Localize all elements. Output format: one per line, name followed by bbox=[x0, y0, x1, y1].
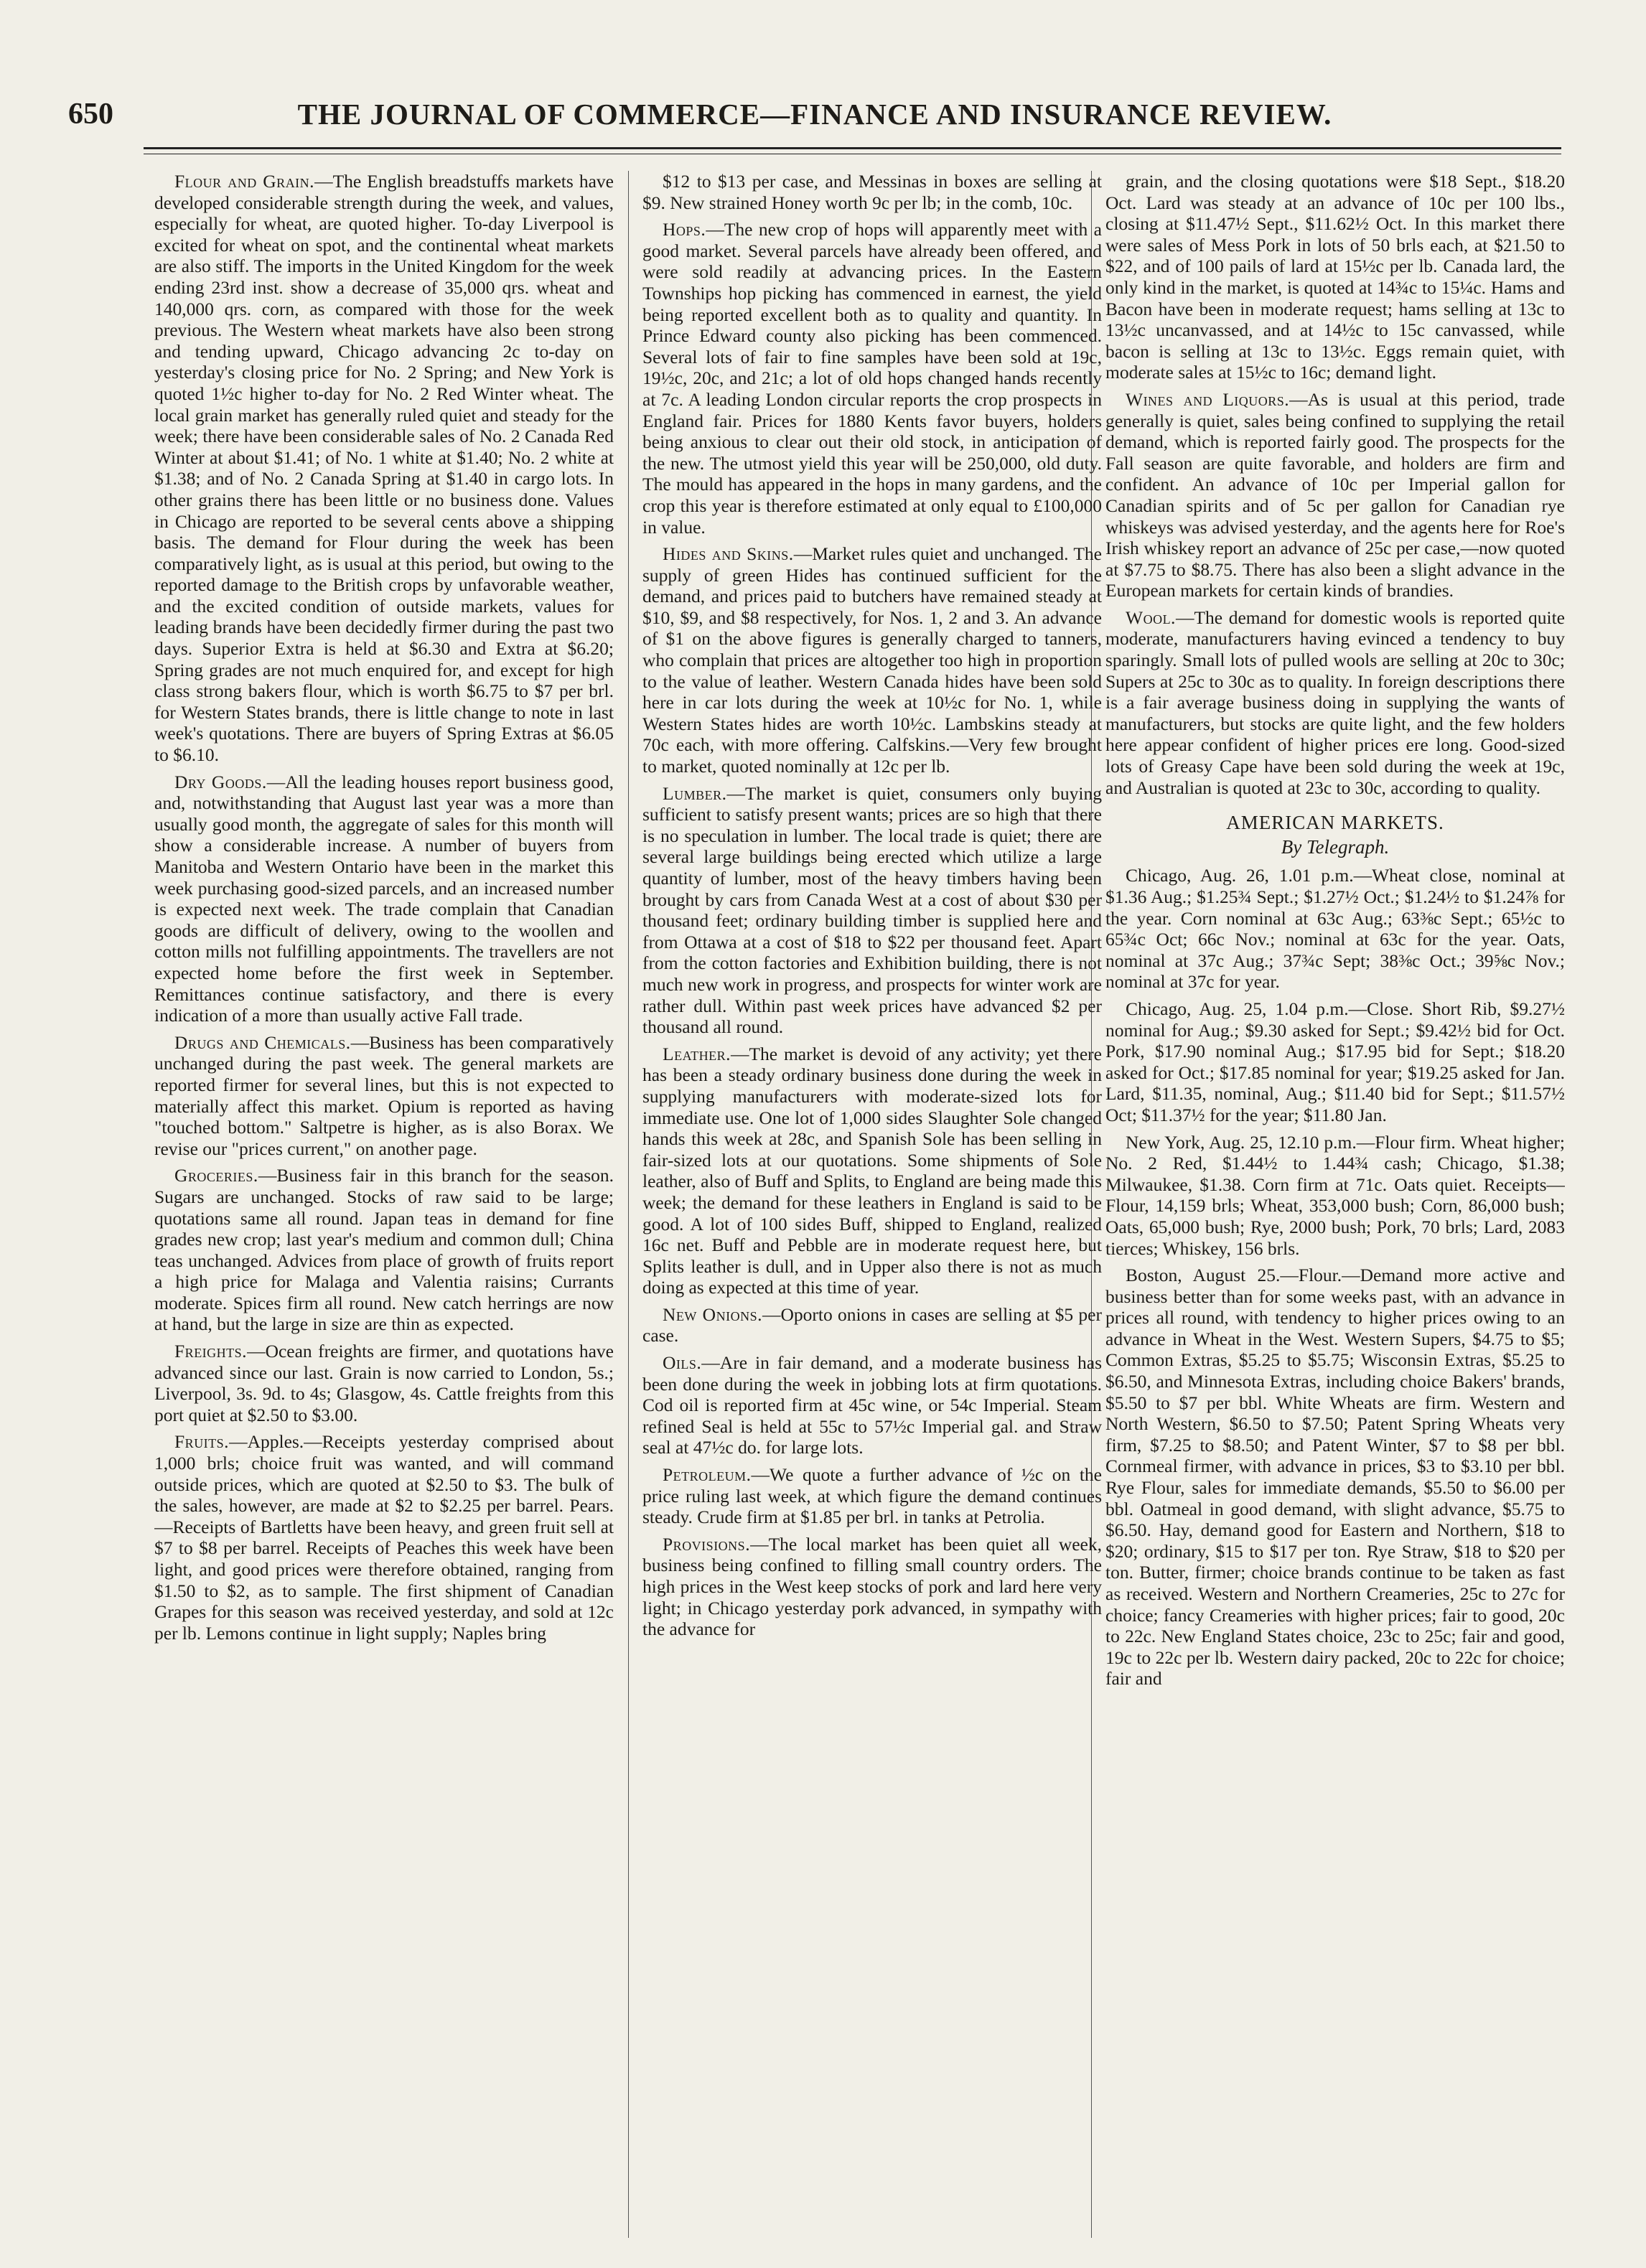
paragraph-rubric: New Onions. bbox=[663, 1303, 762, 1325]
market-report-paragraph bbox=[642, 543, 1102, 777]
market-report-paragraph bbox=[642, 171, 1102, 213]
paragraph-text: —Market rules quiet and unchanged. The supply of green Hides has continued sufficient for the demand, and prices paid to butchers have remained steady at $10, $9, and $8 respectively, for Nos. 1, 2 and 3. An advance of $1 on the above figures is generally charged to tanners, who complain that prices are altogether too high in proportion to the value of leather. Western Canada hides have been sold here in car lots during the week at 10½c for No. 1, while Western States hides are worth 10½c. Lambskins steady at 70c each, with more offering. Calfskins.—Very few brought to market, quoted nominally at 12c per lb. bbox=[642, 543, 1102, 777]
paragraph-rubric: Petroleum. bbox=[663, 1464, 752, 1486]
market-report-paragraph bbox=[642, 1044, 1102, 1298]
section-heading: AMERICAN MARKETS. bbox=[1226, 812, 1444, 834]
paragraph-rubric: Hides and Skins. bbox=[663, 543, 794, 565]
page-header bbox=[68, 97, 1561, 140]
paragraph-text: New York, Aug. 25, 12.10 p.m.—Flour firm. Wheat higher; No. 2 Red, $1.44½ to 1.44¾ cash; Chicago, $1.38; Milwaukee, $1.38. Corn firm at 71c. Oats quiet. Receipts—Flour, 14,159 brls; Wheat, 353,000 bush; Corn, 86,000 bush; Oats, 65,000 bush; Rye, 2000 bush; Pork, 70 brls; Lard, 2083 tierces; Whiskey, 156 brls. bbox=[1105, 1131, 1565, 1259]
paragraph-text: —The demand for domestic wools is reported quite moderate, manufacturers having evinced a tendency to buy sparingly. Small lots of pulled wools are selling at 20c to 30c; Supers at 25c to 30c as to quality. In foreign descriptions there is a fair average business doing in supplying the wants of manufacturers, but stocks are quite light, and the few holders here appear confident of higher prices ere long. Good-sized lots of Greasy Cape have been sold during the week at 19c, and Australian is quoted at 23c to 30c, according to quality. bbox=[1105, 606, 1565, 798]
paragraph-text: —We quote a further advance of ½c on the price ruling last week, at which figure the demand continues steady. Crude firm at $1.85 per brl. in tanks at Petrolia. bbox=[642, 1464, 1102, 1528]
paragraph-text: —Are in fair demand, and a moderate business has been done during the week in jobbing lots at firm quotations. Cod oil is reported firm at 45c wine, or 54c Imperial. Steam refined Seal is held at 55c to 57½c Imperial gal. and Straw seal at 47½c do. for large lots. bbox=[642, 1352, 1102, 1458]
paragraph-rubric: Wool. bbox=[1126, 606, 1176, 628]
market-report-paragraph bbox=[642, 1304, 1102, 1346]
paragraph-text: —Business fair in this branch for the season. Sugars are unchanged. Stocks of raw said to be large; quotations same all round. Japan teas in demand for fine grades new crop; last year's medium and common dull; China teas unchanged. Advices from place of growth of fruits report a high price for Malaga and Valentia raisins; Currants moderate. Spices firm all round. New catch herrings are now at hand, but the large in size are thin as expected. bbox=[154, 1165, 614, 1335]
paragraph-text: —The market is quiet, consumers only buying sufficient to satisfy present wants; prices are so high that there is no speculation in lumber. The local trade is quiet; there are several large buildings being erected which utilize a large quantity of lumber, most of the heavy timbers having been brought by cars from Canada West at a cost of about $30 per thousand feet; ordinary building timber is supplied here and from Ottawa at a cost of $18 to $22 per thousand feet. Apart from the cotton factories and Exhibition building, there is not much new work in progress, and prospects for winter work are rather dull. Within past week prices have advanced $2 per thousand all round. bbox=[642, 782, 1102, 1038]
paragraph-rubric: Flour and Grain. bbox=[174, 171, 315, 192]
market-report-paragraph bbox=[154, 171, 614, 766]
market-report-paragraph bbox=[1105, 389, 1565, 601]
market-report-paragraph bbox=[642, 783, 1102, 1038]
column-right bbox=[1105, 171, 1565, 2238]
market-report-paragraph bbox=[1105, 171, 1565, 383]
market-report-paragraph bbox=[1105, 607, 1565, 798]
paragraph-text: —As is usual at this period, trade generally is quiet, sales being confined to supplying the retail demand, which is reported fairly good. The prospects for the Fall season are quite favorable, and holders are firm and confident. An advance of 10c per Imperial gallon for Canadian spirits and of 5c per gallon for Canadian rye whiskeys was advised yesterday, and the agents here for Roe's Irish whiskey report an advance of 25c per case,—now quoted at $7.75 to $8.75. There has also been a slight advance in the European markets for certain kinds of brandies. bbox=[1105, 388, 1565, 601]
paragraph-rubric: Oils. bbox=[663, 1352, 702, 1374]
market-report-paragraph bbox=[154, 1341, 614, 1425]
section-subheading: By Telegraph. bbox=[1281, 835, 1390, 858]
market-report-paragraph bbox=[154, 772, 614, 1026]
paragraph-text: —The local market has been quiet all week, business being confined to filling small country orders. The high prices in the West keep stocks of pork and lard here very light; in Chicago yesterday pork advanced, in sympathy with the advance for bbox=[642, 1533, 1102, 1640]
paragraph-text: —Ocean freights are firmer, and quotations have advanced since our last. Grain is now carried to London, 5s.; Liverpool, 3s. 9d. to 4s; Glasgow, 4s. Cattle freights from this port quiet at $2.50 to $3.00. bbox=[154, 1341, 614, 1425]
market-report-paragraph bbox=[1105, 865, 1565, 993]
market-report-paragraph bbox=[642, 1352, 1102, 1458]
market-report-paragraph bbox=[642, 1464, 1102, 1528]
paragraph-text: Chicago, Aug. 25, 1.04 p.m.—Close. Short Rib, $9.27½ nominal for Aug.; $9.30 asked for Sept.; $9.42½ bid for Oct. Pork, $17.90 nominal Aug.; $17.95 bid for Sept.; $18.20 asked for Oct.; $17.85 nominal for year; $19.25 asked for Jan. Lard, $11.35, nominal, Aug.; $11.40 bid for Sept.; $11.57½ Oct; $11.37½ for the year; $11.80 Jan. bbox=[1105, 998, 1565, 1125]
market-report-paragraph bbox=[1105, 998, 1565, 1126]
paragraph-text: $12 to $13 per case, and Messinas in boxes are selling at $9. New strained Honey worth 9c per lb; in the comb, 10c. bbox=[642, 171, 1102, 213]
market-report-paragraph bbox=[642, 219, 1102, 538]
column-left bbox=[154, 171, 614, 2238]
paragraph-text: grain, and the closing quotations were $18 Sept., $18.20 Oct. Lard was steady at an advance of 10c per 100 lbs., closing at $11.47½ Sept., $11.62½ Oct. In this market there were sales of Mess Pork in lots of 50 brls each, at $21.50 to $22, and of 100 pails of lard at 15½c per lb. Canada lard, the only kind in the market, is quoted at 14¾c to 15¼c. Hams and Bacon have been in moderate request; hams selling at 13c to 13½c uncanvassed, and at 14½c to 15c canvassed, while bacon is selling at 13c to 13½c. Eggs remain quiet, with moderate sales at 15½c to 16c; demand light. bbox=[1105, 171, 1565, 383]
paragraph-rubric: Wines and Liquors. bbox=[1126, 388, 1290, 410]
header-rule-thick bbox=[144, 147, 1561, 149]
paragraph-text: —Business has been comparatively unchanged during the past week. The general markets are reported firmer for several lines, but this is not expected to materially affect this market. Opium is reported as having "touched bottom." Saltpetre is higher, as is also Borax. We revise our "prices current," on another page. bbox=[154, 1031, 614, 1159]
paragraph-rubric: Leather. bbox=[663, 1043, 731, 1064]
paragraph-rubric: Groceries. bbox=[174, 1165, 258, 1186]
market-report-paragraph bbox=[154, 1431, 614, 1644]
market-report-paragraph bbox=[1105, 1132, 1565, 1260]
paragraph-text: —The new crop of hops will apparently meet with a good market. Several parcels have already been offered, and were sold readily at advancing prices. In the Eastern Townships hop picking has commenced in earnest, the yield being reported excellent both as to quality and quantity. In Prince Edward county also picking has been commenced. Several lots of fair to fine samples have been sold at 19c, 19½c, 20c, and 21c; a lot of old hops changed hands recently at 7c. A leading London circular reports the crop prospects in England fair. Prices for 1880 Kents favor buyers, holders being anxious to clear out their old stock, in anticipation of the new. The utmost yield this year will be 250,000, old duty. The mould has appeared in the hops in many gardens, and the crop this year is therefore estimated at only equal to £100,000 in value. bbox=[642, 219, 1102, 538]
market-report-paragraph bbox=[642, 1534, 1102, 1640]
paragraph-rubric: Freights. bbox=[174, 1341, 248, 1362]
market-report-paragraph bbox=[154, 1032, 614, 1160]
running-title: THE JOURNAL OF COMMERCE—FINANCE AND INSURANCE REVIEW. bbox=[297, 98, 1332, 131]
column-middle bbox=[642, 171, 1102, 2238]
paragraph-text: —The market is devoid of any activity; yet there has been a steady ordinary business done during the week in supplying manufacturers with moderate-sized lots for immediate use. One lot of 1,000 sides Slaughter Sole changed hands this week at 28c, and Spanish Sole has been selling in fair-sized lots at our quotations. Some shipments of Sole leather, also of Buff and Splits, to England are being made this week; the demand for these leathers in England is said to be good. A lot of 100 sides Buff, shipped to England, realized 16c net. Buff and Pebble are in moderate request here, but Splits leather is dull, and in Upper also there is not as much doing as expected at this time of year. bbox=[642, 1043, 1102, 1298]
market-report-paragraph bbox=[1105, 1265, 1565, 1690]
paragraph-text: —The English breadstuffs markets have developed considerable strength during the week, and values, especially for wheat, are quoted higher. To-day Liverpool is excited for wheat on spot, and the continental wheat markets are also stiff. The imports in the United Kingdom for the week ending 23rd inst. show a decrease of 35,000 qrs. wheat and 140,000 qrs. corn, as compared with those for the week previous. The Western wheat markets have also been strong and tending upward, Chicago advancing 2c to-day on yesterday's closing price for No. 2 Spring; and New York is quoted 1½c higher to-day for No. 2 Red Winter wheat. The local grain market has generally ruled quiet and steady for the week; there have been considerable sales of No. 2 Canada Red Winter at about $1.41; of No. 1 white at $1.40; No. 2 white at $1.38; and of No. 2 Canada Spring at $1.40 in cargo lots. In other grains there has been little or no business done. Values in Chicago are reported to be several cents above a shipping basis. The demand for Flour during the week has been comparatively light, as is usual at this period, but owing to the reported damage to the British crops by unfavorable weather, and the excited condition of outside markets, values for leading brands have been decidedly firmer during the past two days. Superior Extra is held at $6.30 and Extra at $6.20; Spring grades are not much enquired for, and except for high class strong bakers flour, which is worth $6.75 to $7 per brl. for Western States brands, there is little change to note in last week's quotations. There are buyers of Spring Extras at $6.05 to $6.10. bbox=[154, 171, 614, 766]
paragraph-text: Boston, August 25.—Flour.—Demand more active and business better than for some weeks past, with an advance in prices all round, with tendency to higher prices owing to an advance in Wheat in the West. Western Supers, $4.75 to $5; Common Extras, $5.25 to $5.75; Wisconsin Extras, $5.25 to $6.50, and Minnesota Extras, including choice Bakers' brands, $5.50 to $7 per bbl. White Wheats are firm. Western and North Western, $6.50 to $7.50; Patent Spring Wheats very firm, $7.25 to $8.50; and Patent Winter, $7 to $8 per bbl. Cornmeal firmer, with advance in prices, $3 to $3.10 per bbl. Rye Flour, sales for immediate demands, $5.50 to $6.00 per bbl. Oatmeal in good demand, with slight advance, $5.75 to $6.50. Hay, demand good for Eastern and Northern, $18 to $20; ordinary, $15 to $17 per ton. Rye Straw, $18 to $20 per ton. Butter, firmer; choice brands continue to be taken as fast as received. Western and Northern Creameries, 25c to 27c for choice; fancy Creameries with higher prices; fair to good, 20c to 22c. New England States choice, 23c to 25c; fair and good, 19c to 22c per lb. Western dairy packed, 20c to 22c for choice; fair and bbox=[1105, 1265, 1565, 1690]
column-divider bbox=[628, 171, 629, 2238]
paragraph-text: —Oporto onions in cases are selling at $5 per case. bbox=[642, 1303, 1102, 1346]
page-number: 650 bbox=[68, 98, 113, 131]
paragraph-rubric: Hops. bbox=[663, 219, 706, 240]
paragraph-rubric: Dry Goods. bbox=[174, 771, 267, 792]
paragraph-rubric: Lumber. bbox=[663, 782, 727, 804]
market-report-paragraph bbox=[154, 1165, 614, 1335]
paragraph-text: Chicago, Aug. 26, 1.01 p.m.—Wheat close, nominal at $1.36 Aug.; $1.25¾ Sept.; $1.27½ Oct.; $1.24½ to $1.24⅞ for the year. Corn nominal at 63c Aug.; 63⅜c Sept.; 65½c to 65¾c Oct; 66c Nov.; nominal at 63c for the year. Oats, nominal at 37c Aug.; 37¾c Sept; 38⅜c Oct.; 39⅝c Nov.; nominal at 37c for year. bbox=[1105, 865, 1565, 993]
paragraph-text: —All the leading houses report business good, and, notwithstanding that August last year was a more than usually good month, the aggregate of sales for this month will show a considerable increase. A number of buyers from Manitoba and Western Ontario have been in the market this week purchasing good-sized parcels, and an increased number is expected next week. The trade complain that Canadian goods are difficult of delivery, owing to the woollen and cotton mills not fulfilling appointments. The travellers are not expected home before the first week in September. Remittances continue satisfactory, and there is every indication of a more than usually active Fall trade. bbox=[154, 771, 614, 1026]
paragraph-rubric: Fruits. bbox=[174, 1431, 230, 1453]
paragraph-text: —Apples.—Receipts yesterday comprised about 1,000 brls; choice fruit was wanted, and will command outside prices, which are quoted at $2.50 to $3. The bulk of the sales, however, are made at $2 to $2.25 per barrel. Pears.—Receipts of Bartletts have been heavy, and green fruit sell at $7 to $8 per barrel. Receipts of Peaches this week have been light, and good prices were therefore obtained, ranging from $1.50 to $2, as to sample. The first shipment of Canadian Grapes for this season was received yesterday, and sold at 12c per lb. Lemons continue in light supply; Naples bring bbox=[154, 1431, 614, 1644]
paragraph-rubric: Provisions. bbox=[663, 1533, 751, 1555]
paragraph-rubric: Drugs and Chemicals. bbox=[174, 1031, 351, 1053]
